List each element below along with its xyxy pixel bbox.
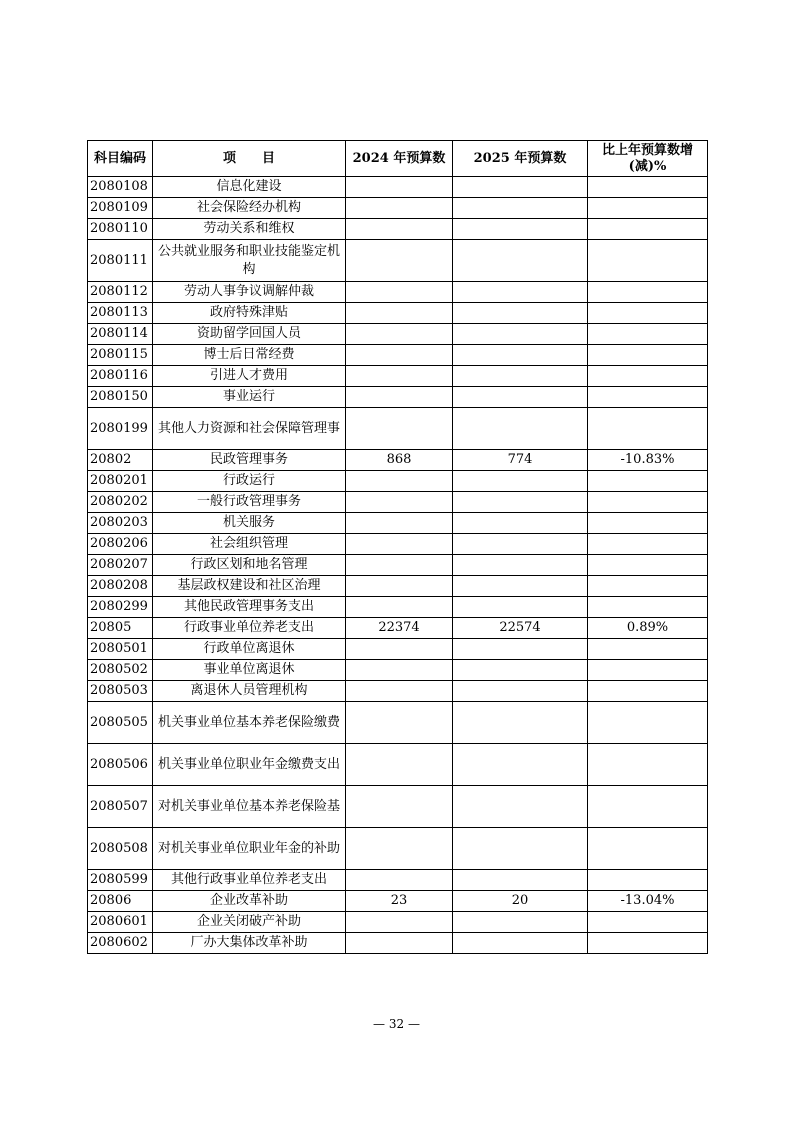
- row-change-value: [588, 912, 708, 933]
- row-2024-value: 23: [346, 891, 453, 912]
- row-2025-value: [453, 177, 588, 198]
- row-2025-value: [453, 282, 588, 303]
- row-2025-value: [453, 912, 588, 933]
- row-change-value: [588, 555, 708, 576]
- row-code: 2080110: [88, 219, 153, 240]
- row-2024-value: [346, 576, 453, 597]
- row-2024-value: [346, 597, 453, 618]
- row-name: 机关事业单位基本养老保险缴费: [153, 702, 346, 744]
- row-name: 事业运行: [153, 387, 346, 408]
- row-name: 一般行政管理事务: [153, 492, 346, 513]
- row-2025-value: [453, 471, 588, 492]
- row-code: 2080111: [88, 240, 153, 282]
- row-code: 2080199: [88, 408, 153, 450]
- row-change-value: [588, 324, 708, 345]
- row-2024-value: [346, 828, 453, 870]
- row-2025-value: [453, 408, 588, 450]
- row-code: 2080109: [88, 198, 153, 219]
- table-row: [88, 870, 708, 891]
- row-name: 机关服务: [153, 513, 346, 534]
- row-code: 2080114: [88, 324, 153, 345]
- row-name: 政府特殊津贴: [153, 303, 346, 324]
- table-row: [88, 891, 708, 912]
- row-code: 2080599: [88, 870, 153, 891]
- row-2024-value: [346, 177, 453, 198]
- row-2025-value: [453, 345, 588, 366]
- row-change-value: [588, 282, 708, 303]
- row-2025-value: 774: [453, 450, 588, 471]
- table-row: [88, 660, 708, 681]
- table-row: [88, 681, 708, 702]
- row-2024-value: [346, 744, 453, 786]
- row-2024-value: [346, 471, 453, 492]
- table-row: [88, 240, 708, 282]
- row-name: 行政事业单位养老支出: [153, 618, 346, 639]
- row-change-value: [588, 933, 708, 954]
- row-2024-value: [346, 240, 453, 282]
- row-name: 社会组织管理: [153, 534, 346, 555]
- table-row: [88, 702, 708, 744]
- row-name: 引进人才费用: [153, 366, 346, 387]
- row-code: 2080502: [88, 660, 153, 681]
- row-code: 2080115: [88, 345, 153, 366]
- row-name: 行政单位离退休: [153, 639, 346, 660]
- table-row: [88, 933, 708, 954]
- header-change: 比上年预算数增(减)%: [588, 141, 708, 177]
- row-name: 机关事业单位职业年金缴费支出: [153, 744, 346, 786]
- row-2024-value: [346, 534, 453, 555]
- table-row: [88, 303, 708, 324]
- row-code: 2080507: [88, 786, 153, 828]
- row-code: 2080501: [88, 639, 153, 660]
- row-2025-value: [453, 681, 588, 702]
- table-row: [88, 597, 708, 618]
- row-2025-value: [453, 933, 588, 954]
- row-2025-value: [453, 744, 588, 786]
- row-2025-value: [453, 786, 588, 828]
- row-change-value: [588, 303, 708, 324]
- row-change-value: [588, 345, 708, 366]
- table-row: [88, 387, 708, 408]
- row-code: 2080508: [88, 828, 153, 870]
- row-code: 2080207: [88, 555, 153, 576]
- table-row: [88, 471, 708, 492]
- row-2024-value: [346, 702, 453, 744]
- row-2024-value: [346, 555, 453, 576]
- row-2024-value: [346, 870, 453, 891]
- row-change-value: [588, 576, 708, 597]
- row-change-value: [588, 471, 708, 492]
- header-name: 项 目: [153, 141, 346, 177]
- row-2024-value: [346, 933, 453, 954]
- row-2024-value: [346, 786, 453, 828]
- row-2024-value: [346, 303, 453, 324]
- row-change-value: [588, 597, 708, 618]
- row-2024-value: [346, 345, 453, 366]
- row-2025-value: [453, 870, 588, 891]
- row-code: 2080113: [88, 303, 153, 324]
- row-code: 2080506: [88, 744, 153, 786]
- row-change-value: [588, 870, 708, 891]
- row-2024-value: [346, 681, 453, 702]
- row-2025-value: [453, 828, 588, 870]
- table-row: [88, 282, 708, 303]
- row-2024-value: [346, 408, 453, 450]
- row-change-value: [588, 744, 708, 786]
- table-row: [88, 492, 708, 513]
- row-change-value: [588, 492, 708, 513]
- row-name: 企业改革补助: [153, 891, 346, 912]
- row-name: 其他行政事业单位养老支出: [153, 870, 346, 891]
- row-name: 对机关事业单位基本养老保险基: [153, 786, 346, 828]
- row-change-value: [588, 828, 708, 870]
- row-name: 其他民政管理事务支出: [153, 597, 346, 618]
- row-2024-value: 22374: [346, 618, 453, 639]
- table-row: [88, 198, 708, 219]
- table-row: [88, 828, 708, 870]
- table-row: [88, 219, 708, 240]
- row-2024-value: [346, 282, 453, 303]
- row-2025-value: [453, 597, 588, 618]
- row-change-value: [588, 660, 708, 681]
- row-2025-value: [453, 534, 588, 555]
- table-row: [88, 513, 708, 534]
- row-2025-value: [453, 702, 588, 744]
- row-code: 20806: [88, 891, 153, 912]
- header-2025: 2025 年预算数: [453, 141, 588, 177]
- row-code: 2080503: [88, 681, 153, 702]
- row-name: 信息化建设: [153, 177, 346, 198]
- table-row: [88, 450, 708, 471]
- row-name: 厂办大集体改革补助: [153, 933, 346, 954]
- table-row: [88, 576, 708, 597]
- row-change-value: -10.83%: [588, 450, 708, 471]
- table-row: [88, 345, 708, 366]
- row-name: 行政区划和地名管理: [153, 555, 346, 576]
- header-code: 科目编码: [88, 141, 153, 177]
- table-row: [88, 744, 708, 786]
- row-change-value: [588, 387, 708, 408]
- row-change-value: [588, 534, 708, 555]
- row-change-value: 0.89%: [588, 618, 708, 639]
- row-code: 2080203: [88, 513, 153, 534]
- row-code: 2080206: [88, 534, 153, 555]
- row-2025-value: 22574: [453, 618, 588, 639]
- row-2025-value: [453, 576, 588, 597]
- table-row: [88, 639, 708, 660]
- table-row: [88, 366, 708, 387]
- row-2025-value: [453, 492, 588, 513]
- row-name: 事业单位离退休: [153, 660, 346, 681]
- row-change-value: [588, 366, 708, 387]
- row-2024-value: 868: [346, 450, 453, 471]
- row-2025-value: [453, 660, 588, 681]
- row-2024-value: [346, 387, 453, 408]
- table-row: [88, 786, 708, 828]
- row-code: 2080505: [88, 702, 153, 744]
- row-name: 劳动关系和维权: [153, 219, 346, 240]
- row-name: 离退休人员管理机构: [153, 681, 346, 702]
- row-code: 20802: [88, 450, 153, 471]
- row-2024-value: [346, 639, 453, 660]
- row-code: 2080201: [88, 471, 153, 492]
- row-change-value: [588, 681, 708, 702]
- row-code: 2080150: [88, 387, 153, 408]
- row-name: 民政管理事务: [153, 450, 346, 471]
- row-name: 行政运行: [153, 471, 346, 492]
- row-code: 2080116: [88, 366, 153, 387]
- table-row: [88, 408, 708, 450]
- row-2025-value: [453, 639, 588, 660]
- row-2025-value: 20: [453, 891, 588, 912]
- row-2025-value: [453, 366, 588, 387]
- row-change-value: [588, 198, 708, 219]
- row-code: 2080202: [88, 492, 153, 513]
- row-change-value: [588, 786, 708, 828]
- row-2024-value: [346, 912, 453, 933]
- row-name: 企业关闭破产补助: [153, 912, 346, 933]
- budget-table: [87, 140, 708, 954]
- row-code: 2080601: [88, 912, 153, 933]
- row-name: 社会保险经办机构: [153, 198, 346, 219]
- row-change-value: [588, 639, 708, 660]
- table-row: [88, 324, 708, 345]
- row-2024-value: [346, 219, 453, 240]
- table-row: [88, 534, 708, 555]
- table-header-row: [88, 141, 708, 177]
- row-2024-value: [346, 660, 453, 681]
- table-row: [88, 618, 708, 639]
- table-row: [88, 912, 708, 933]
- row-2025-value: [453, 324, 588, 345]
- row-name: 博士后日常经费: [153, 345, 346, 366]
- row-code: 2080299: [88, 597, 153, 618]
- row-change-value: [588, 702, 708, 744]
- page-number: — 32 —: [373, 1017, 420, 1031]
- row-name: 资助留学回国人员: [153, 324, 346, 345]
- row-code: 20805: [88, 618, 153, 639]
- row-change-value: [588, 219, 708, 240]
- header-2024: 2024 年预算数: [346, 141, 453, 177]
- row-code: 2080108: [88, 177, 153, 198]
- table-row: [88, 555, 708, 576]
- row-code: 2080112: [88, 282, 153, 303]
- row-2025-value: [453, 240, 588, 282]
- row-2025-value: [453, 387, 588, 408]
- row-change-value: [588, 240, 708, 282]
- row-name: 基层政权建设和社区治理: [153, 576, 346, 597]
- table-row: [88, 177, 708, 198]
- row-2025-value: [453, 303, 588, 324]
- row-change-value: [588, 177, 708, 198]
- row-name: 对机关事业单位职业年金的补助: [153, 828, 346, 870]
- row-2025-value: [453, 198, 588, 219]
- row-name: 其他人力资源和社会保障管理事: [153, 408, 346, 450]
- row-change-value: [588, 513, 708, 534]
- table-body: [88, 177, 708, 954]
- row-2025-value: [453, 555, 588, 576]
- row-2024-value: [346, 513, 453, 534]
- row-code: 2080602: [88, 933, 153, 954]
- row-change-value: -13.04%: [588, 891, 708, 912]
- row-change-value: [588, 408, 708, 450]
- row-2024-value: [346, 324, 453, 345]
- row-2024-value: [346, 492, 453, 513]
- row-name: 公共就业服务和职业技能鉴定机构: [153, 240, 346, 282]
- row-2025-value: [453, 219, 588, 240]
- row-name: 劳动人事争议调解仲裁: [153, 282, 346, 303]
- row-2024-value: [346, 198, 453, 219]
- row-2025-value: [453, 513, 588, 534]
- row-code: 2080208: [88, 576, 153, 597]
- row-2024-value: [346, 366, 453, 387]
